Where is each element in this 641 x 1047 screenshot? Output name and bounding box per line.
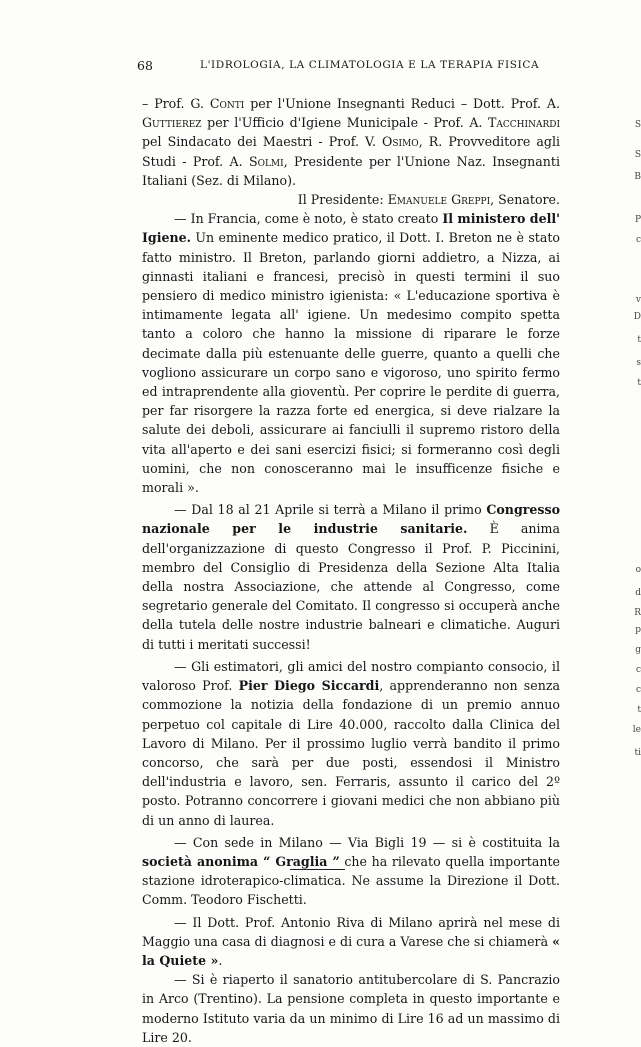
margin-letter: c — [636, 235, 641, 245]
person-name: Conti — [210, 96, 244, 111]
person-name: Osimo — [382, 134, 419, 149]
paragraph-sanatorium — [142, 970, 560, 1047]
margin-letter: t — [637, 335, 641, 345]
margin-letter: s — [636, 358, 641, 368]
text-run: — Con sede in Milano — Via Bigli 19 — si è costituita la — [174, 835, 560, 850]
margin-letter: c — [636, 685, 641, 695]
margin-letter: o — [636, 565, 641, 575]
text-run: pel Sindacato dei Maestri - Prof. V. — [142, 134, 382, 149]
text-run: — Si è riaperto il sanatorio antitubercolare di S. Pancrazio in Arco (Trentino). La pensione completa in questo importante e moderno Istituto varia da un minimo di Lire 16 ad un massimo di Lire 20. — [142, 972, 560, 1045]
text-run: . — [218, 953, 222, 968]
signature-line — [142, 190, 560, 209]
signature-tail: , Senatore. — [490, 192, 560, 207]
paragraph-graglia — [142, 833, 560, 910]
text-run: — Il Dott. Prof. Antonio Riva di Milano aprirà nel mese di Maggio una casa di diagnosi e di cura a Varese che si chiamerà — [142, 915, 560, 949]
text-run: Un eminente medico pratico, il Dott. I. Breton ne è stato fatto ministro. Il Breton, parlando giorni addietro, a Nizza, ai ginnasti italiani e francesi, precisò in questi termini il suo pensiero di medico ministro igienista: « L'educazione sportiva è intimamente legata all' igiene. Un medesimo compito spetta tanto a coloro che hanno la missione di riparare le forze decimate dalla più estenuante delle guerre, quanto a quelli che vogliono assicurare un corpo sano e vigoroso, uno spirito fermo ed intraprendente alla gioventù. Per coprire le perdite di guerra, per far risorgere la razza forte ed energica, si deve rialzare la salute dei deboli, assicurare ai fanciulli il supremo ristoro della vita all'aperto e dei sani esercizi fisici; si formeranno così degli uomini, che non conosceranno mai le insufficenze fisiche e morali ». — [142, 230, 560, 495]
signature-label: Il Presidente: — [298, 192, 388, 207]
margin-letter: v — [636, 295, 641, 305]
bold-heading: « la Quiete » — [142, 934, 560, 968]
margin-letter: p — [635, 625, 641, 635]
text-run: , R. Provveditore agli Studi - Prof. A. — [142, 134, 560, 168]
bold-heading: Pier Diego Siccardi — [239, 678, 380, 693]
margin-letter: t — [637, 378, 641, 388]
running-head: L'IDROLOGIA, LA CLIMATOLOGIA E LA TERAPIA FISICA — [200, 59, 539, 71]
text-run: per l'Ufficio d'Igiene Municipale - Prof. A. — [202, 115, 488, 130]
text-run: — In Francia, come è noto, è stato creato — [174, 211, 442, 226]
margin-letter: g — [635, 645, 641, 655]
margin-letter: D — [634, 312, 641, 322]
text-run: — Dal 18 al 21 Aprile si terrà a Milano il primo — [174, 502, 486, 517]
margin-letter: S — [635, 120, 641, 130]
person-name: Tacchinardi — [488, 115, 560, 130]
text-run: È anima dell'organizzazione di questo Congresso il Prof. P. Piccinini, membro del Consiglio di Presidenza della Sezione Alta Italia della nostra Associazione, che attende al Congresso, come segretario generale del Comitato. Il congresso si occuperà anche della tutela delle nostre industrie balneari e climatiche. Auguri di tutti i meritati successi! — [142, 521, 560, 651]
facing-page-margin — [631, 100, 641, 820]
margin-letter: le — [633, 725, 641, 735]
margin-letter: c — [636, 665, 641, 675]
signature-name: Emanuele Greppi — [388, 192, 491, 207]
text-run: — Gli estimatori, gli amici del nostro compianto consocio, il valoroso Prof. — [142, 659, 560, 693]
margin-letter: B — [634, 172, 641, 182]
page-body — [142, 94, 560, 1047]
paragraph-la-quiete — [142, 913, 560, 971]
margin-letter: P — [635, 215, 641, 225]
margin-letter: t — [637, 705, 641, 715]
text-run: per l'Unione Insegnanti Reduci – Dott. Prof. A. — [244, 96, 560, 111]
bold-heading: Congresso nazionale per le industrie sanitarie. — [142, 502, 560, 536]
paragraph-ministry-hygiene — [142, 209, 560, 497]
text-run: , Presidente per l'Unione Naz. Insegnanti Italiani (Sez. di Milano). — [142, 154, 560, 188]
text-run: , apprenderanno non senza commozione la notizia della fondazione di un premio annuo perpetuo col capitale di Lire 40.000, raccolto dalla Clinica del Lavoro di Milano. Per il prossimo luglio verrà bandito il primo concorso, che sarà per due posti, essendosi il Ministro dell'industria e lavoro, sen. Ferraris, assunto il carico del 2º posto. Potranno concorrere i giovani medici che non abbiano più di un anno di laurea. — [142, 678, 560, 827]
paragraph-congress — [142, 500, 560, 654]
person-name: Guttierez — [142, 115, 202, 130]
text-run: – Prof. G. — [142, 96, 210, 111]
page-number: 68 — [137, 58, 153, 73]
page-header — [137, 58, 577, 76]
margin-letter: ti — [635, 748, 641, 758]
paragraph-committee-list — [142, 94, 560, 190]
margin-letter: S — [635, 150, 641, 160]
margin-letter: d — [635, 588, 641, 598]
margin-letter: R — [634, 608, 641, 618]
footer-rule — [290, 869, 345, 870]
text-run: che ha rilevato quella importante stazione idroterapico-climatica. Ne assume la Direzione il Dott. Comm. Teodoro Fischetti. — [142, 854, 560, 907]
person-name: Solmi — [249, 154, 284, 169]
paragraph-siccardi-prize — [142, 657, 560, 830]
bold-heading: società anonima “ Graglia ” — [142, 854, 340, 869]
bold-heading: Il ministero dell' Igiene. — [142, 211, 560, 245]
